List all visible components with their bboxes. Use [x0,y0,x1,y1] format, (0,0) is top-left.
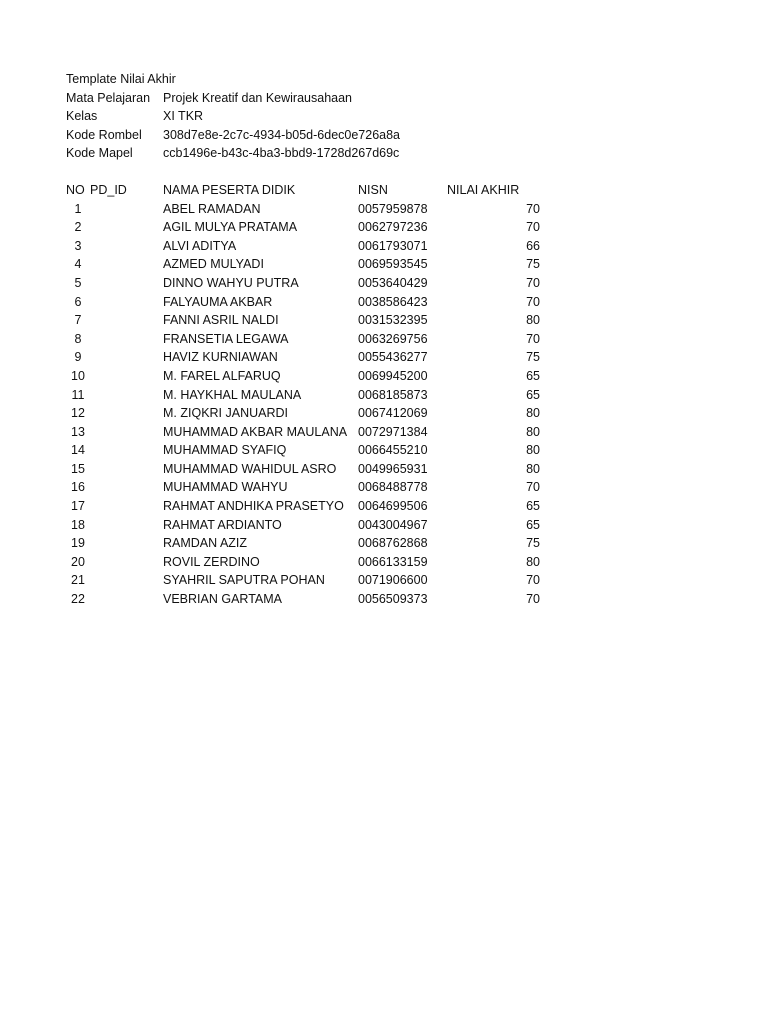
cell-no: 10 [71,368,85,383]
cell-no: 18 [71,517,85,532]
meta-row [66,126,586,145]
sheet-title: Template Nilai Akhir [66,72,176,86]
cell-no: 4 [74,257,82,272]
cell-no: 8 [74,331,82,346]
cell-nilai-akhir: 80 [526,406,540,421]
cell-name: M. HAYKHAL MAULANA [163,387,302,402]
cell-no: 7 [74,313,82,328]
cell-name: RAMDAN AZIZ [163,536,248,551]
table-row [66,460,586,479]
cell-name: ABEL RAMADAN [163,201,261,216]
cell-nisn: 0063269756 [358,331,428,346]
header-pd-id: PD_ID [90,182,127,197]
cell-nisn: 0053640429 [358,275,428,290]
meta-row [66,144,586,163]
cell-no: 1 [74,201,82,216]
cell-nisn: 0049965931 [358,461,428,476]
cell-no: 19 [71,536,85,551]
grade-sheet [66,70,586,609]
table-row [66,571,586,590]
header-no: NO [66,182,85,197]
cell-nisn: 0068185873 [358,387,428,402]
header-name: NAMA PESERTA DIDIK [163,182,296,197]
cell-nisn: 0062797236 [358,220,428,235]
meta-label: Kode Rombel [66,127,142,142]
cell-name: RAHMAT ARDIANTO [163,517,282,532]
cell-nilai-akhir: 75 [526,257,540,272]
table-row [66,293,586,312]
cell-no: 16 [71,480,85,495]
cell-nisn: 0068488778 [358,480,428,495]
cell-nisn: 0056509373 [358,592,428,607]
cell-no: 15 [71,461,85,476]
cell-name: FANNI ASRIL NALDI [163,313,279,328]
cell-nilai-akhir: 66 [526,238,540,253]
cell-no: 9 [74,350,82,365]
sheet-title-row [66,70,586,89]
table-row [66,534,586,553]
table-row [66,590,586,609]
cell-nilai-akhir: 80 [526,554,540,569]
cell-nilai-akhir: 65 [526,368,540,383]
cell-nilai-akhir: 65 [526,387,540,402]
cell-nisn: 0064699506 [358,499,428,514]
cell-no: 13 [71,424,85,439]
cell-nilai-akhir: 75 [526,350,540,365]
table-row [66,404,586,423]
cell-nilai-akhir: 65 [526,517,540,532]
table-row [66,200,586,219]
cell-name: SYAHRIL SAPUTRA POHAN [163,573,325,588]
cell-no: 12 [71,406,85,421]
cell-nisn: 0069945200 [358,368,428,383]
table-row [66,348,586,367]
meta-block [66,89,586,163]
cell-no: 17 [71,499,85,514]
meta-row [66,89,586,108]
cell-name: DINNO WAHYU PUTRA [163,275,299,290]
cell-nilai-akhir: 65 [526,499,540,514]
table-row [66,497,586,516]
table-row [66,274,586,293]
cell-no: 20 [71,554,85,569]
meta-label: Kode Mapel [66,146,133,161]
cell-name: MUHAMMAD SYAFIQ [163,443,287,458]
cell-name: AGIL MULYA PRATAMA [163,220,298,235]
header-nisn: NISN [358,182,388,197]
cell-nisn: 0061793071 [358,238,428,253]
cell-name: VEBRIAN GARTAMA [163,592,283,607]
table-row [66,218,586,237]
table-row [66,311,586,330]
cell-no: 5 [74,275,82,290]
cell-no: 21 [71,573,85,588]
cell-nisn: 0072971384 [358,424,428,439]
table-row [66,237,586,256]
cell-nisn: 0068762868 [358,536,428,551]
meta-label: Kelas [66,109,98,124]
cell-nilai-akhir: 70 [526,573,540,588]
meta-row [66,107,586,126]
cell-nilai-akhir: 75 [526,536,540,551]
cell-name: M. ZIQKRI JANUARDI [163,406,289,421]
meta-value: Projek Kreatif dan Kewirausahaan [163,90,353,105]
cell-no: 11 [71,387,85,402]
cell-nisn: 0043004967 [358,517,428,532]
cell-nilai-akhir: 70 [526,480,540,495]
cell-no: 2 [74,220,82,235]
cell-nisn: 0057959878 [358,201,428,216]
table-row [66,478,586,497]
cell-nilai-akhir: 70 [526,592,540,607]
cell-nisn: 0066455210 [358,443,428,458]
table-header-row [66,181,586,200]
cell-nisn: 0031532395 [358,313,428,328]
meta-value: XI TKR [163,109,204,124]
cell-name: M. FAREL ALFARUQ [163,368,281,383]
meta-value: 308d7e8e-2c7c-4934-b05d-6dec0e726a8a [163,127,401,142]
cell-nisn: 0066133159 [358,554,428,569]
cell-nisn: 0055436277 [358,350,428,365]
cell-no: 3 [74,238,82,253]
cell-name: FALYAUMA AKBAR [163,294,273,309]
cell-name: AZMED MULYADI [163,257,264,272]
cell-name: MUHAMMAD WAHIDUL ASRO [163,461,337,476]
meta-label: Mata Pelajaran [66,90,151,105]
cell-no: 22 [71,592,85,607]
header-nilai-akhir: NILAI AKHIR [447,182,520,197]
cell-nilai-akhir: 70 [526,294,540,309]
table-row [66,423,586,442]
cell-name: MUHAMMAD WAHYU [163,480,288,495]
cell-nilai-akhir: 70 [526,201,540,216]
cell-name: RAHMAT ANDHIKA PRASETYO [163,499,344,514]
cell-name: ROVIL ZERDINO [163,554,260,569]
table-body [66,200,586,609]
spacer [66,163,586,181]
table-row [66,255,586,274]
table-row [66,516,586,535]
table-row [66,367,586,386]
cell-nilai-akhir: 80 [526,461,540,476]
cell-no: 14 [71,443,85,458]
cell-nisn: 0069593545 [358,257,428,272]
cell-name: HAVIZ KURNIAWAN [163,350,278,365]
table-row [66,386,586,405]
cell-nilai-akhir: 80 [526,424,540,439]
cell-name: FRANSETIA LEGAWA [163,331,289,346]
cell-nisn: 0067412069 [358,406,428,421]
cell-nilai-akhir: 80 [526,313,540,328]
meta-value: ccb1496e-b43c-4ba3-bbd9-1728d267d69c [163,146,400,161]
table-row [66,441,586,460]
cell-nilai-akhir: 80 [526,443,540,458]
cell-nilai-akhir: 70 [526,331,540,346]
table-row [66,330,586,349]
cell-name: MUHAMMAD AKBAR MAULANA [163,424,348,439]
cell-nilai-akhir: 70 [526,220,540,235]
cell-name: ALVI ADITYA [163,238,237,253]
cell-nilai-akhir: 70 [526,275,540,290]
cell-no: 6 [74,294,82,309]
cell-nisn: 0038586423 [358,294,428,309]
table-row [66,553,586,572]
cell-nisn: 0071906600 [358,573,428,588]
